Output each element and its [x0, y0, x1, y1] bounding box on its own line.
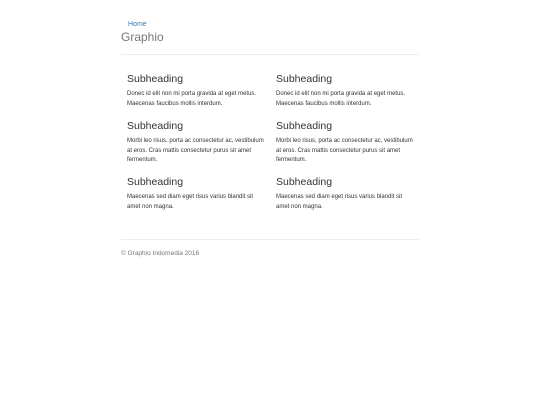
footer-divider	[121, 239, 419, 240]
header-divider	[121, 54, 419, 55]
content-item	[276, 176, 416, 212]
content-item	[127, 73, 267, 109]
item-heading: Subheading	[127, 176, 184, 188]
item-text: Maecenas sed diam eget risus varius blandit sit amet non magna.	[276, 194, 403, 210]
content-item	[127, 176, 267, 212]
item-text: Morbi leo risus, porta ac consectetur ac, vestibulum at eros. Cras mattis consectetur purus sit amet fermentum.	[127, 138, 264, 163]
nav-home-link[interactable]: Home	[128, 21, 147, 28]
content-item	[276, 120, 416, 166]
top-nav	[128, 13, 147, 31]
item-heading: Subheading	[276, 120, 333, 132]
item-text: Morbi leo risus, porta ac consectetur ac, vestibulum at eros. Cras mattis consectetur purus sit amet fermentum.	[276, 138, 413, 163]
item-text: Donec id elit non mi porta gravida at eget metus. Maecenas faucibus mollis interdum.	[127, 91, 257, 107]
item-text: Donec id elit non mi porta gravida at eget metus. Maecenas faucibus mollis interdum.	[276, 91, 406, 107]
item-heading: Subheading	[127, 120, 184, 132]
brand-title: Graphio	[121, 30, 164, 44]
item-text: Maecenas sed diam eget risus varius blandit sit amet non magna.	[127, 194, 254, 210]
item-heading: Subheading	[127, 73, 184, 85]
content-item	[276, 73, 416, 109]
item-heading: Subheading	[276, 73, 333, 85]
content-item	[127, 120, 267, 166]
footer-copyright: © Graphio Indomedia 2016	[121, 250, 200, 257]
item-heading: Subheading	[276, 176, 333, 188]
